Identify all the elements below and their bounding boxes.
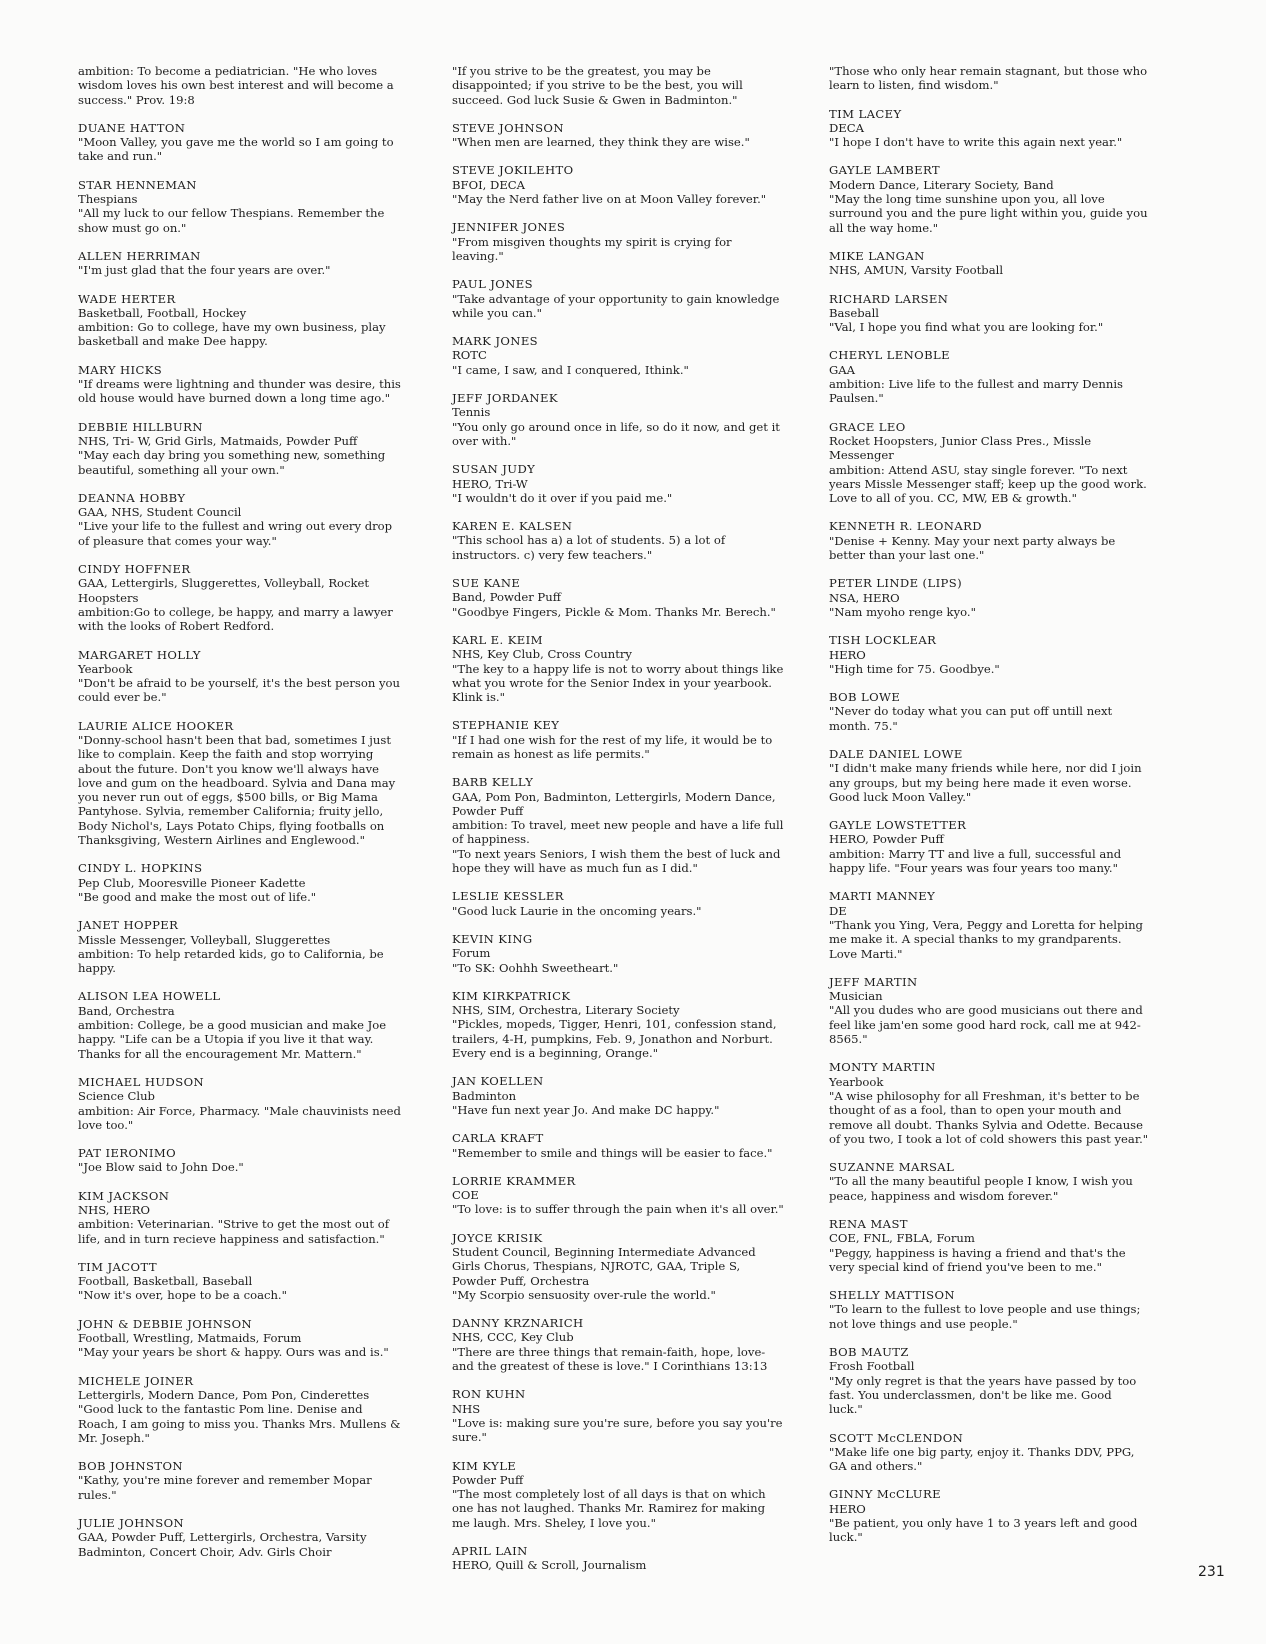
senior-entry [78, 121, 405, 164]
entry-line: "This school has a) a lot of students. 5) a lot of instructors. c) very few teachers." [452, 533, 726, 562]
entry-line: Rocket Hoopsters, Junior Class Pres., Missle Messenger [829, 433, 1092, 463]
senior-entry [452, 519, 784, 562]
senior-name: JAN KOELLEN [452, 1074, 544, 1089]
senior-name: SCOTT McCLENDON [829, 1430, 964, 1445]
senior-entry [78, 292, 405, 349]
entry-line: "Peggy, happiness is having a friend and that's the very special kind of friend you've been to me." [829, 1245, 1126, 1274]
entry-line: "The most completely lost of all days is that on which one has not laughed. Thanks Mr. Ramirez for making me laugh. Mrs. Sheley, I love you." [452, 1487, 766, 1530]
entry-line: HERO [829, 647, 866, 662]
senior-entry [829, 1217, 1149, 1274]
senior-name: KENNETH R. LEONARD [829, 519, 982, 534]
entry-line: HERO [829, 1501, 866, 1516]
entry-line: "Goodbye Fingers, Pickle & Mom. Thanks Mr. Berech." [452, 604, 776, 619]
continued-entry [829, 64, 1149, 93]
senior-name: GAYLE LOWSTETTER [829, 818, 967, 833]
senior-name: KARL E. KEIM [452, 632, 543, 647]
entry-line: "All you dudes who are good musicians out there and feel like jam'en some good hard rock, call me at 942-8565." [829, 1003, 1143, 1047]
page-number: 231 [1198, 1564, 1225, 1580]
senior-entry [78, 648, 405, 705]
senior-name: APRIL LAIN [452, 1544, 528, 1559]
continued-entry [78, 64, 405, 107]
senior-name: SHELLY MATTISON [829, 1288, 955, 1303]
entry-line: "Be patient, you only have 1 to 3 years left and good luck." [829, 1516, 1138, 1545]
entry-line: "If you strive to be the greatest, you may be disappointed; if you strive to be the best, you will succeed. God luck Susie & Gwen in Badminton." [452, 64, 743, 107]
entry-line: "I came, I saw, and I conquered, Ithink." [452, 362, 689, 377]
senior-entry [78, 1146, 405, 1175]
senior-name: BOB LOWE [829, 690, 901, 705]
senior-name: KIM KIRKPATRICK [452, 988, 571, 1003]
entry-line: Musician [829, 989, 883, 1004]
entry-line: "A wise philosophy for all Freshman, it's better to be thought of as a fool, than to open your mouth and remove all doubt. Thanks Sylvia and Odette. Because of you two, I took a lot of cold showers this past year." [829, 1088, 1149, 1146]
senior-name: JENNIFER JONES [452, 220, 566, 235]
entry-line: "May the Nerd father live on at Moon Valley forever." [452, 192, 767, 207]
senior-entry [829, 519, 1149, 562]
senior-name: DANNY KRZNARICH [452, 1316, 584, 1331]
entry-line: "If dreams were lightning and thunder was desire, this old house would have burned down a long time ago." [78, 377, 401, 406]
entry-line: NHS, SIM, Orchestra, Literary Society [452, 1003, 680, 1018]
senior-name: WADE HERTER [78, 291, 176, 306]
entry-line: "Live your life to the fullest and wring out every drop of pleasure that comes your way." [78, 519, 393, 548]
senior-name: PAUL JONES [452, 277, 533, 292]
senior-name: BOB MAUTZ [829, 1345, 909, 1360]
senior-name: KAREN E. KALSEN [452, 519, 573, 534]
column-middle [452, 64, 784, 1587]
entry-line: "From misgiven thoughts my spirit is crying for leaving." [452, 234, 732, 263]
senior-name: RON KUHN [452, 1387, 526, 1402]
entry-line: "To next years Seniors, I wish them the best of luck and hope they will have as much fun as I did." [452, 846, 781, 876]
entry-line: Band, Orchestra [78, 1003, 175, 1018]
entry-line: Band, Powder Puff [452, 590, 561, 605]
entry-line: "Don't be afraid to be yourself, it's the best person you could ever be." [78, 676, 400, 705]
senior-entry [452, 277, 784, 320]
senior-name: CARLA KRAFT [452, 1131, 544, 1146]
senior-name: TIM JACOTT [78, 1259, 157, 1274]
senior-name: KIM KYLE [452, 1458, 517, 1473]
entry-line: DECA [829, 120, 865, 135]
senior-name: BOB JOHNSTON [78, 1459, 183, 1474]
entry-line: Badminton [452, 1088, 517, 1103]
senior-entry [829, 975, 1149, 1046]
column-left [78, 64, 405, 1573]
senior-entry [452, 1174, 784, 1217]
senior-name: MARK JONES [452, 334, 539, 349]
senior-entry [78, 562, 405, 633]
senior-entry [452, 334, 784, 377]
entry-line: NHS, HERO [78, 1203, 150, 1217]
senior-name: SUE KANE [452, 576, 521, 591]
senior-entry [452, 1231, 784, 1302]
senior-name: RENA MAST [829, 1217, 908, 1231]
senior-name: GAYLE LAMBERT [829, 163, 941, 178]
entry-line: ambition:Go to college, be happy, and marry a lawyer with the looks of Robert Redford. [78, 604, 393, 634]
entry-line: "To love: is to suffer through the pain when it's all over." [452, 1202, 784, 1217]
senior-entry [829, 163, 1149, 234]
entry-line: "Moon Valley, you gave me the world so I am going to take and run." [78, 135, 394, 164]
senior-name: LESLIE KESSLER [452, 889, 564, 904]
senior-entry [452, 775, 784, 875]
senior-name: MARGARET HOLLY [78, 647, 201, 662]
senior-entry [452, 889, 784, 918]
senior-entry [78, 178, 405, 235]
entry-line: NHS, AMUN, Varsity Football [829, 263, 1004, 278]
entry-line: Pep Club, Mooresville Pioneer Kadette [78, 875, 306, 890]
senior-entry [829, 1288, 1149, 1331]
entry-line: ambition: To help retarded kids, go to California, be happy. [78, 946, 384, 976]
entry-line: Modern Dance, Literary Society, Band [829, 177, 1054, 192]
senior-name: SUSAN JUDY [452, 462, 536, 477]
senior-entry [452, 1074, 784, 1117]
senior-name: RICHARD LARSEN [829, 291, 949, 306]
senior-entry [829, 1431, 1149, 1474]
entry-line: "High time for 75. Goodbye." [829, 661, 1000, 676]
entry-line: "When men are learned, they think they are wise." [452, 135, 750, 150]
entry-line: "I'm just glad that the four years are over." [78, 263, 331, 278]
entry-line: "Never do today what you can put off untill next month. 75." [829, 704, 1113, 733]
entry-line: NSA, HERO [829, 590, 900, 605]
entry-line: BFOI, DECA [452, 177, 526, 192]
entry-line: ambition: Marry TT and live a full, successful and happy life. "Four years was four years too many." [829, 846, 1122, 876]
senior-name: PETER LINDE (LIPS) [829, 576, 963, 591]
entry-line: "Take advantage of your opportunity to gain knowledge while you can." [452, 291, 780, 320]
entry-line: Football, Basketball, Baseball [78, 1274, 253, 1289]
senior-entry [78, 918, 405, 975]
entry-line: "I wouldn't do it over if you paid me." [452, 490, 673, 505]
entry-line: ambition: College, be a good musician and make Joe happy. "Life can be a Utopia if you live it that way. Thanks for all the encouragement Mr. Mattern." [78, 1018, 387, 1061]
senior-entry [78, 861, 405, 904]
entry-line: DE [829, 903, 847, 918]
senior-entry [829, 348, 1149, 405]
senior-entry [78, 1075, 405, 1132]
entry-line: "Val, I hope you find what you are looking for." [829, 320, 1104, 335]
entry-line: "Nam myoho renge kyo." [829, 604, 976, 619]
senior-name: CINDY HOFFNER [78, 562, 191, 577]
entry-line: ambition: Veterinarian. "Strive to get the most out of life, and in turn recieve happiness and satisfaction." [78, 1217, 389, 1246]
senior-entry [452, 718, 784, 761]
continued-entry [452, 64, 784, 107]
entry-line: Yearbook [829, 1074, 884, 1089]
senior-name: MARY HICKS [78, 362, 163, 377]
senior-name: MICHAEL HUDSON [78, 1074, 205, 1089]
entry-line: "To learn to the fullest to love people and use things; not love things and use people." [829, 1302, 1141, 1331]
entry-line: "Those who only hear remain stagnant, but those who learn to listen, find wisdom." [829, 64, 1148, 93]
entry-line: "To SK: Oohhh Sweetheart." [452, 960, 619, 975]
senior-name: ALLEN HERRIMAN [78, 248, 201, 263]
entry-line: "Donny-school hasn't been that bad, sometimes I just like to complain. Keep the faith and stop worrying about the future. Don't you know we'll always have love and gum on the headboard. Sylvia and Dana may you never run out of eggs, $500 bills, or Big Mama Pantyhose. Sylvia, remember California; fruity jello, Body Nichol's, Lays Potato Chips, flying footballs on Thanksgiving, Western Airlines and Englewood." [78, 732, 396, 848]
entry-line: Baseball [829, 305, 879, 320]
senior-entry [829, 1345, 1149, 1416]
entry-line: "The key to a happy life is not to worry about things like what you wrote for the Senior Index in your yearbook. Klink is." [452, 661, 784, 705]
senior-name: DEBBIE HILLBURN [78, 419, 203, 434]
entry-line: NHS, Tri- W, Grid Girls, Matmaids, Powder Puff [78, 433, 358, 448]
entry-line: "My only regret is that the years have passed by too fast. You underclassmen, don't be like me. Good luck." [829, 1373, 1137, 1417]
senior-name: STEVE JOHNSON [452, 120, 564, 135]
entry-line: "All my luck to our fellow Thespians. Remember the show must go on." [78, 206, 385, 235]
senior-entry [452, 391, 784, 448]
senior-entry [829, 249, 1149, 278]
senior-entry [829, 633, 1149, 676]
senior-name: JANET HOPPER [78, 918, 179, 933]
entry-line: GAA, Powder Puff, Lettergirls, Orchestra, Varsity Badminton, Concert Choir, Adv. Girls Choir [78, 1530, 367, 1559]
entry-line: HERO, Quill & Scroll, Journalism [452, 1558, 647, 1573]
senior-entry [829, 747, 1149, 804]
senior-entry [452, 633, 784, 704]
entry-line: COE, FNL, FBLA, Forum [829, 1231, 975, 1246]
senior-entry [78, 363, 405, 406]
senior-name: GRACE LEO [829, 419, 906, 434]
entry-line: Basketball, Football, Hockey [78, 305, 247, 320]
entry-line: "Kathy, you're mine forever and remember Mopar rules." [78, 1473, 372, 1502]
entry-line: "May each day bring you something new, something beautiful, something all your own." [78, 448, 386, 477]
senior-entry [829, 1160, 1149, 1203]
senior-name: STEVE JOKILEHTO [452, 163, 574, 178]
senior-entry [78, 491, 405, 548]
senior-entry [452, 121, 784, 150]
senior-name: CHERYL LENOBLE [829, 348, 950, 363]
entry-line: COE [452, 1188, 479, 1203]
senior-entry [452, 163, 784, 206]
entry-line: ambition: Air Force, Pharmacy. "Male chauvinists need love too." [78, 1103, 401, 1132]
entry-line: "If I had one wish for the rest of my life, it would be to remain as honest as life permits." [452, 732, 773, 761]
senior-entry [829, 292, 1149, 335]
senior-entry [78, 420, 405, 477]
entry-line: NHS [452, 1401, 481, 1416]
senior-entry [452, 576, 784, 619]
senior-entry [829, 889, 1149, 960]
senior-entry [78, 1260, 405, 1303]
entry-line: Powder Puff [452, 1472, 524, 1487]
senior-name: JOYCE KRISIK [452, 1230, 543, 1245]
senior-entry [829, 107, 1149, 150]
entry-line: NHS, Key Club, Cross Country [452, 647, 632, 662]
entry-line: GAA, Lettergirls, Sluggerettes, Volleyball, Rocket Hoopsters [78, 576, 370, 605]
entry-line: "I hope I don't have to write this again next year." [829, 135, 1123, 150]
entry-line: GAA, NHS, Student Council [78, 505, 242, 520]
senior-entry [78, 1374, 405, 1445]
senior-entry [78, 719, 405, 848]
senior-name: DALE DANIEL LOWE [829, 746, 963, 761]
entry-line: Football, Wrestling, Matmaids, Forum [78, 1331, 302, 1346]
entry-line: "Pickles, mopeds, Tigger, Henri, 101, confession stand, trailers, 4-H, pumpkins, Feb. 9, Jonathon and Norburt. Every end is a beginning, Orange." [452, 1017, 777, 1061]
entry-line: "My Scorpio sensuosity over-rule the world." [452, 1287, 716, 1302]
entry-line: Thespians [78, 192, 138, 207]
entry-line: "Love is: making sure you're sure, before you say you're sure." [452, 1415, 783, 1445]
entry-line: GAA [829, 362, 856, 377]
senior-entry [78, 1516, 405, 1559]
senior-name: JEFF MARTIN [829, 974, 918, 989]
senior-name: TIM LACEY [829, 106, 902, 121]
senior-entry [452, 932, 784, 975]
entry-line: "To all the many beautiful people I know, I wish you peace, happiness and wisdom forever." [829, 1174, 1133, 1203]
entry-line: "Have fun next year Jo. And make DC happy." [452, 1102, 720, 1117]
senior-entry [452, 1316, 784, 1373]
senior-entry [829, 1487, 1149, 1544]
senior-entry [829, 818, 1149, 875]
senior-name: PAT IERONIMO [78, 1146, 177, 1161]
senior-name: SUZANNE MARSAL [829, 1160, 955, 1175]
entry-line: ambition: Live life to the fullest and marry Dennis Paulsen." [829, 377, 1123, 406]
entry-line: ambition: To become a pediatrician. "He who loves wisdom loves his own best interest and will become a success." Prov. 19:8 [78, 64, 394, 107]
senior-name: ALISON LEA HOWELL [78, 989, 221, 1004]
entry-line: "Good luck to the fantastic Pom line. Denise and Roach, I am going to miss you. Thanks Mrs. Mullens & Mr. Joseph." [78, 1402, 401, 1445]
entry-line: "Be good and make the most out of life." [78, 889, 317, 904]
senior-name: CINDY L. HOPKINS [78, 861, 203, 876]
senior-name: MONTY MARTIN [829, 1060, 936, 1075]
entry-line: "Joe Blow said to John Doe." [78, 1160, 244, 1175]
entry-line: "Thank you Ying, Vera, Peggy and Loretta for helping me make it. A special thanks to my grandparents. Love Marti." [829, 917, 1143, 961]
senior-name: STEPHANIE KEY [452, 718, 560, 733]
entry-line: "Make life one big party, enjoy it. Thanks DDV, PPG, GA and others." [829, 1444, 1135, 1474]
senior-name: LORRIE KRAMMER [452, 1173, 576, 1188]
entry-line: "I didn't make many friends while here, nor did I join any groups, but my being here made it even worse. Good luck Moon Valley." [829, 761, 1142, 804]
entry-line: Student Council, Beginning Intermediate Advanced Girls Chorus, Thespians, NJROTC, GAA, Triple S, Powder Puff, Orchestra [452, 1245, 756, 1288]
entry-line: HERO, Powder Puff [829, 832, 944, 847]
senior-name: MIKE LANGAN [829, 248, 925, 263]
entry-line: Yearbook [78, 661, 133, 676]
entry-line: "May the long time sunshine upon you, all love surround you and the pure light within you, guide you all the way home." [829, 192, 1148, 235]
senior-name: KIM JACKSON [78, 1188, 170, 1203]
entry-line: HERO, Tri-W [452, 476, 528, 491]
senior-entry [452, 1544, 784, 1573]
entry-line: "May your years be short & happy. Ours was and is." [78, 1345, 389, 1360]
senior-entry [78, 989, 405, 1060]
column-right [829, 64, 1149, 1559]
senior-entry [829, 1060, 1149, 1146]
entry-line: ambition: To travel, meet new people and have a life full of happiness. [452, 818, 784, 847]
entry-line: Forum [452, 946, 491, 961]
entry-line: Tennis [452, 405, 491, 420]
entry-line: "Now it's over, hope to be a coach." [78, 1288, 287, 1303]
senior-entry [452, 989, 784, 1060]
entry-line: ROTC [452, 348, 487, 363]
senior-name: JOHN & DEBBIE JOHNSON [78, 1316, 253, 1331]
senior-name: MICHELE JOINER [78, 1373, 194, 1388]
senior-name: LAURIE ALICE HOOKER [78, 718, 234, 733]
entry-line: "Remember to smile and things will be easier to face." [452, 1145, 773, 1160]
entry-line: ambition: Go to college, have my own business, play basketball and make Dee happy. [78, 320, 386, 349]
senior-entry [78, 249, 405, 278]
senior-name: KEVIN KING [452, 931, 533, 946]
senior-name: JEFF JORDANEK [452, 391, 558, 406]
entry-line: Science Club [78, 1089, 155, 1104]
senior-entry [452, 220, 784, 263]
senior-name: BARB KELLY [452, 775, 534, 790]
senior-entry [78, 1189, 405, 1246]
senior-name: GINNY McCLURE [829, 1487, 941, 1502]
senior-entry [829, 690, 1149, 733]
entry-line: Lettergirls, Modern Dance, Pom Pon, Cinderettes [78, 1387, 370, 1402]
senior-entry [829, 576, 1149, 619]
entry-line: "Good luck Laurie in the oncoming years." [452, 903, 702, 918]
senior-entry [78, 1317, 405, 1360]
entry-line: "There are three things that remain-faith, hope, love- and the greatest of these is love." I Corinthians 13:13 [452, 1344, 768, 1374]
entry-line: "You only go around once in life, so do it now, and get it over with." [452, 419, 780, 448]
entry-line: Frosh Football [829, 1359, 915, 1374]
senior-name: MARTI MANNEY [829, 889, 936, 904]
senior-name: STAR HENNEMAN [78, 177, 197, 192]
entry-line: Missle Messenger, Volleyball, Sluggerettes [78, 932, 331, 947]
senior-name: JULIE JOHNSON [78, 1516, 185, 1531]
senior-name: TISH LOCKLEAR [829, 633, 937, 648]
senior-name: DUANE HATTON [78, 120, 186, 135]
senior-entry [452, 1387, 784, 1444]
entry-line: GAA, Pom Pon, Badminton, Lettergirls, Modern Dance, Powder Puff [452, 789, 776, 818]
senior-entry [452, 1131, 784, 1160]
entry-line: NHS, CCC, Key Club [452, 1330, 574, 1345]
senior-entry [452, 462, 784, 505]
entry-line: ambition: Attend ASU, stay single forever. "To next years Missle Messenger staff; keep up the good work. Love to all of you. CC, MW, EB & growth." [829, 462, 1147, 506]
senior-name: DEANNA HOBBY [78, 490, 186, 505]
senior-entry [78, 1459, 405, 1502]
entry-line: "Denise + Kenny. May your next party always be better than your last one." [829, 533, 1116, 563]
senior-entry [829, 420, 1149, 506]
senior-entry [452, 1459, 784, 1530]
